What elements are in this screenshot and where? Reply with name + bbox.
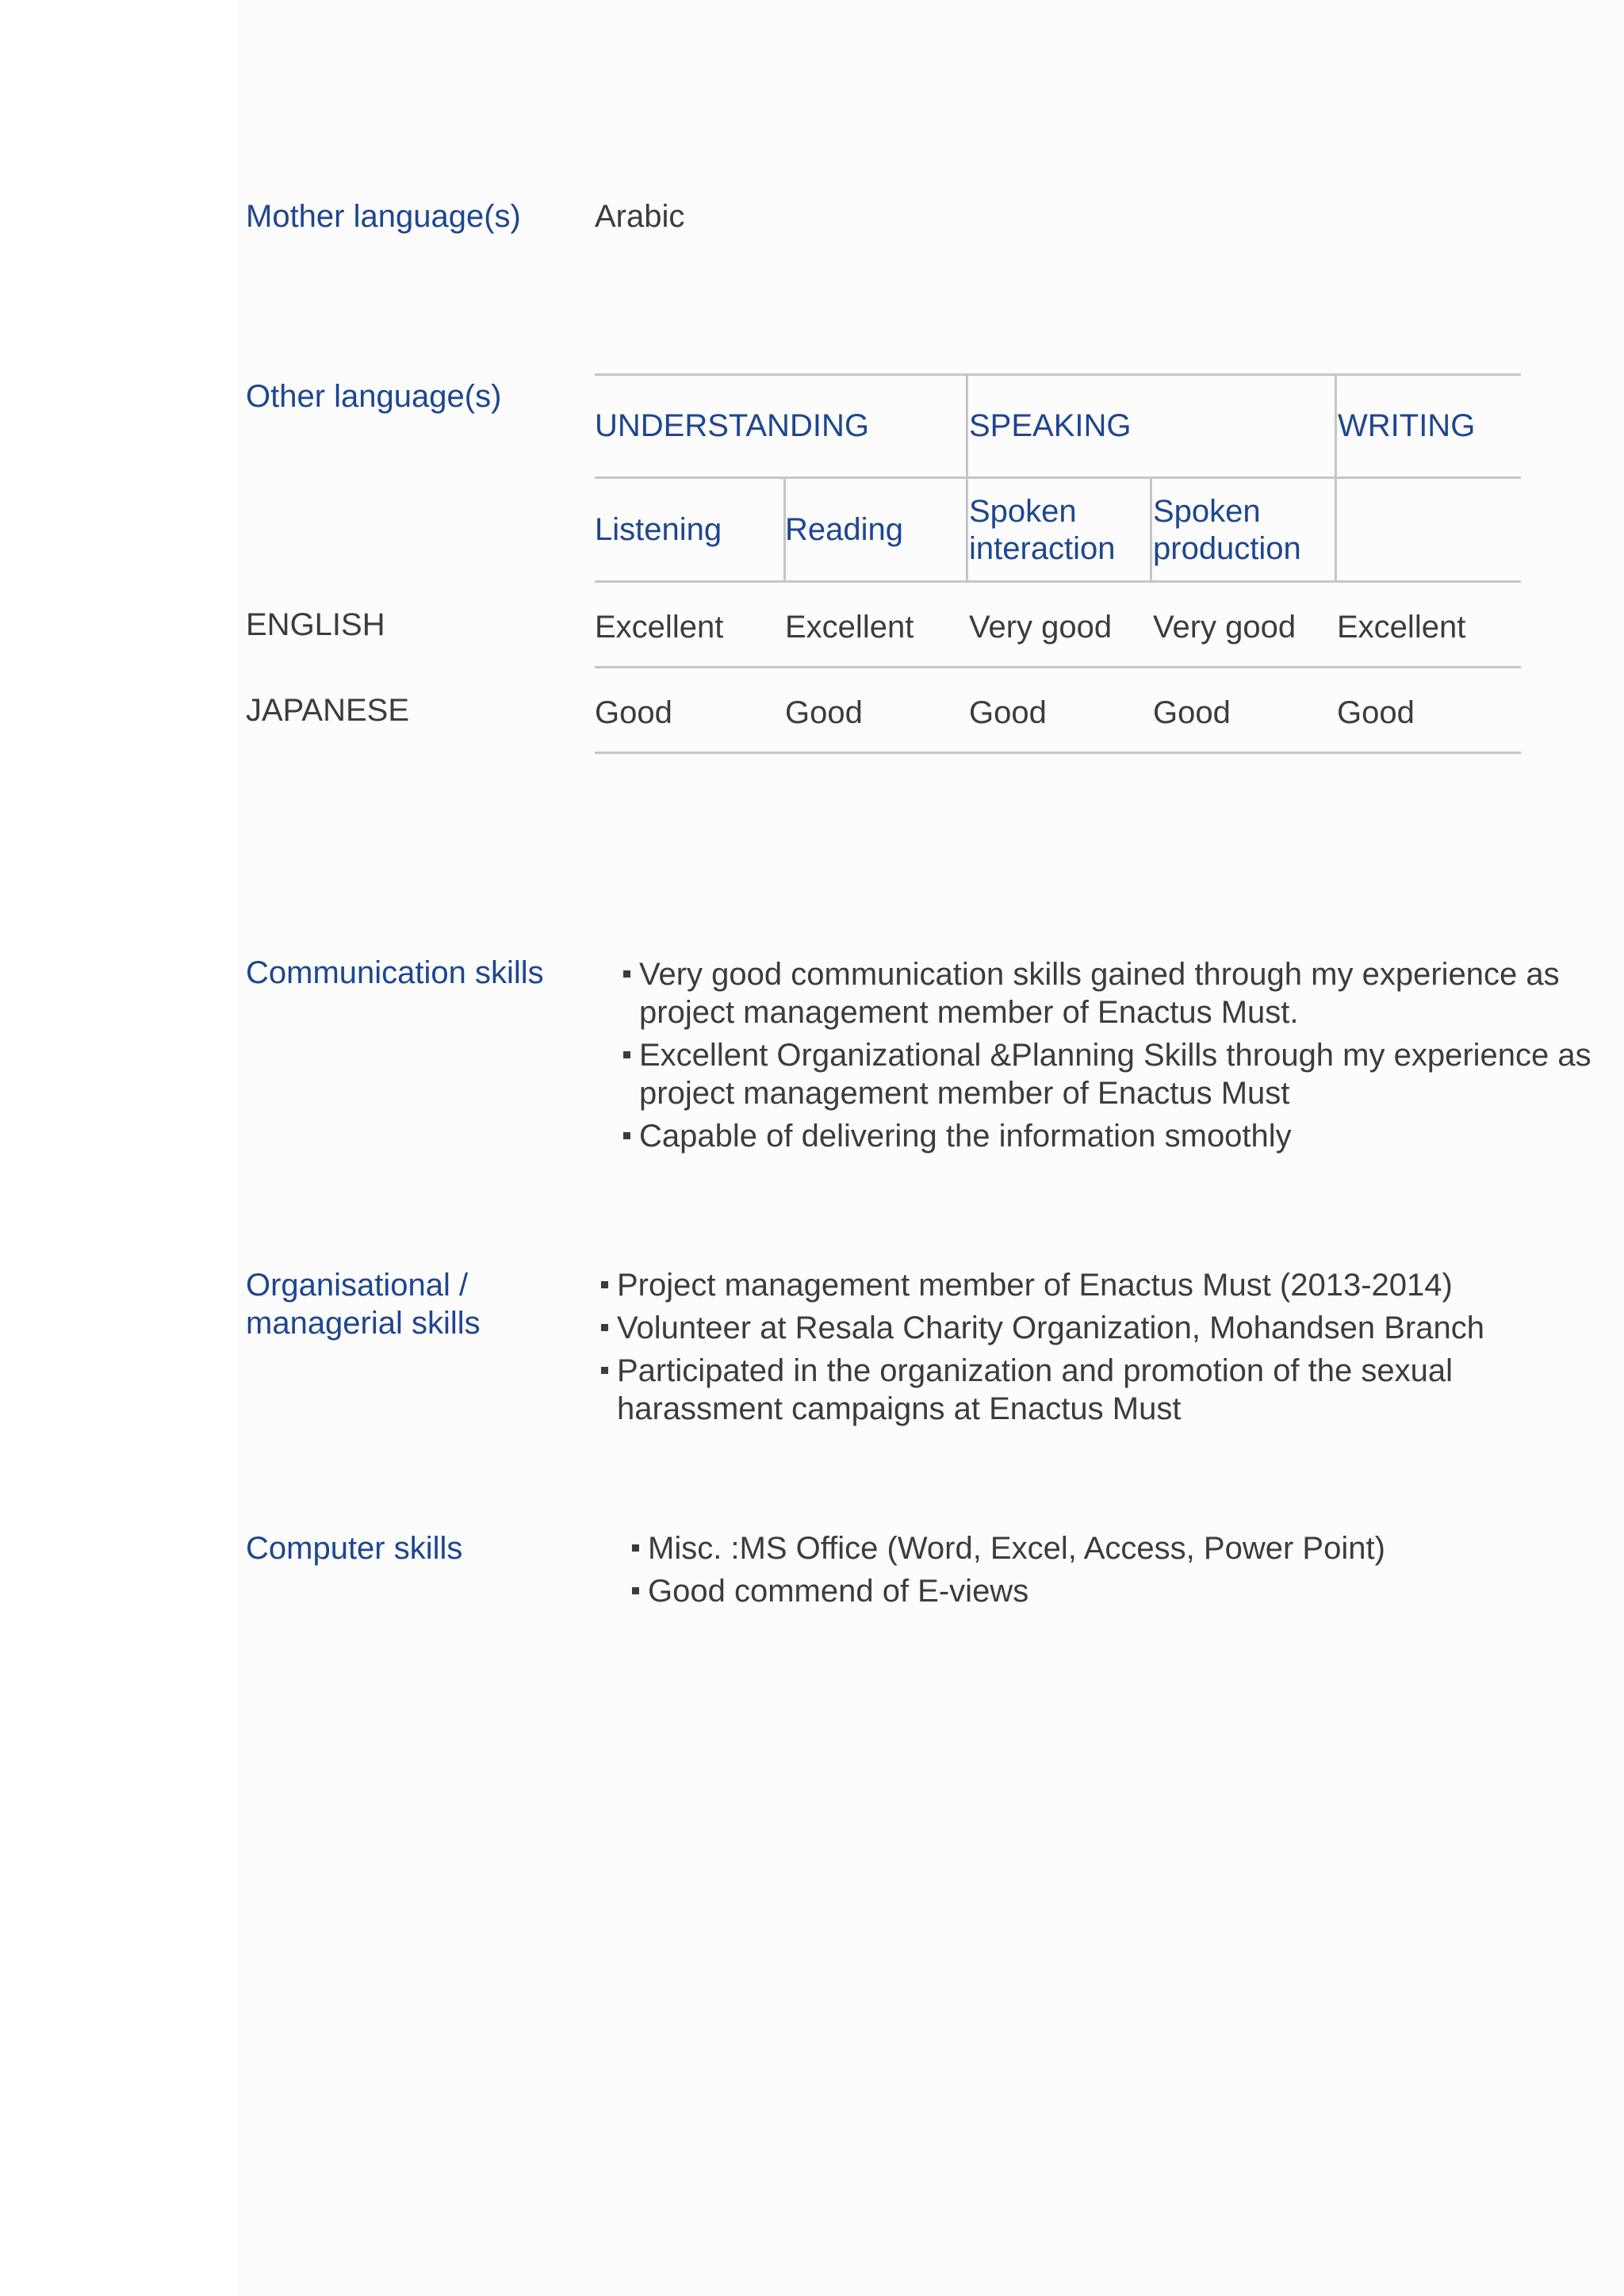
list-item: Participated in the organization and promotion of the sexual harassment campaigns at Enactus Must [601, 1352, 1576, 1428]
table-rule-bottom [595, 752, 1521, 754]
organisational-skills-label: Organisational / managerial skills [246, 1268, 481, 1341]
bullet-icon [623, 1051, 630, 1058]
language-name-japanese: JAPANESE [246, 693, 409, 728]
japanese-listening: Good [595, 695, 672, 730]
communication-skills-list [623, 955, 1599, 1160]
english-reading: Excellent [785, 610, 914, 645]
japanese-writing: Good [1337, 695, 1415, 730]
english-writing: Excellent [1337, 610, 1466, 645]
english-listening: Excellent [595, 610, 724, 645]
japanese-reading: Good [785, 695, 863, 730]
mother-language-label: Mother language(s) [246, 199, 521, 234]
table-divider-writing [1335, 373, 1337, 582]
english-spoken-interaction: Very good [969, 610, 1113, 645]
header-writing: WRITING [1338, 408, 1476, 443]
list-item: Very good communication skills gained through my experience as project management member of Enactus Must. [623, 955, 1599, 1031]
japanese-spoken-production: Good [1153, 695, 1231, 730]
subheader-listening: Listening [595, 512, 722, 547]
mother-language-value: Arabic [595, 199, 685, 234]
list-item: Good commend of E-views [632, 1572, 1584, 1610]
computer-skills-list [632, 1529, 1584, 1615]
other-languages-label: Other language(s) [246, 379, 502, 414]
organisational-skills-list [601, 1266, 1576, 1433]
table-rule-subheader [595, 580, 1521, 583]
subheader-reading: Reading [785, 512, 904, 547]
table-rule-header [595, 476, 1521, 479]
bullet-icon [623, 1132, 630, 1139]
bullet-icon [623, 970, 630, 978]
subheader-spoken-production: Spoken production [1153, 494, 1301, 566]
japanese-spoken-interaction: Good [969, 695, 1047, 730]
list-item: Project management member of Enactus Must (2013-2014) [601, 1266, 1576, 1304]
table-rule-top [595, 373, 1521, 376]
communication-skills-label: Communication skills [246, 955, 544, 990]
bullet-icon [601, 1367, 608, 1374]
header-understanding: UNDERSTANDING [595, 408, 869, 443]
table-divider-speaking [966, 373, 968, 582]
subheader-spoken-interaction: Spoken interaction [969, 494, 1116, 566]
english-spoken-production: Very good [1153, 610, 1297, 645]
language-name-english: ENGLISH [246, 607, 385, 642]
table-divider-production [1150, 476, 1152, 582]
bullet-icon [632, 1587, 639, 1594]
table-rule-row1 [595, 666, 1521, 668]
header-speaking: SPEAKING [969, 408, 1132, 443]
list-item: Volunteer at Resala Charity Organization, Mohandsen Branch [601, 1309, 1576, 1347]
bullet-icon [632, 1544, 639, 1552]
list-item: Misc. :MS Office (Word, Excel, Access, Power Point) [632, 1529, 1584, 1567]
computer-skills-label: Computer skills [246, 1531, 463, 1566]
bullet-icon [601, 1281, 608, 1288]
bullet-icon [601, 1324, 608, 1331]
list-item: Excellent Organizational &Planning Skills through my experience as project management member of Enactus Must [623, 1036, 1599, 1112]
list-item: Capable of delivering the information smoothly [623, 1117, 1599, 1155]
